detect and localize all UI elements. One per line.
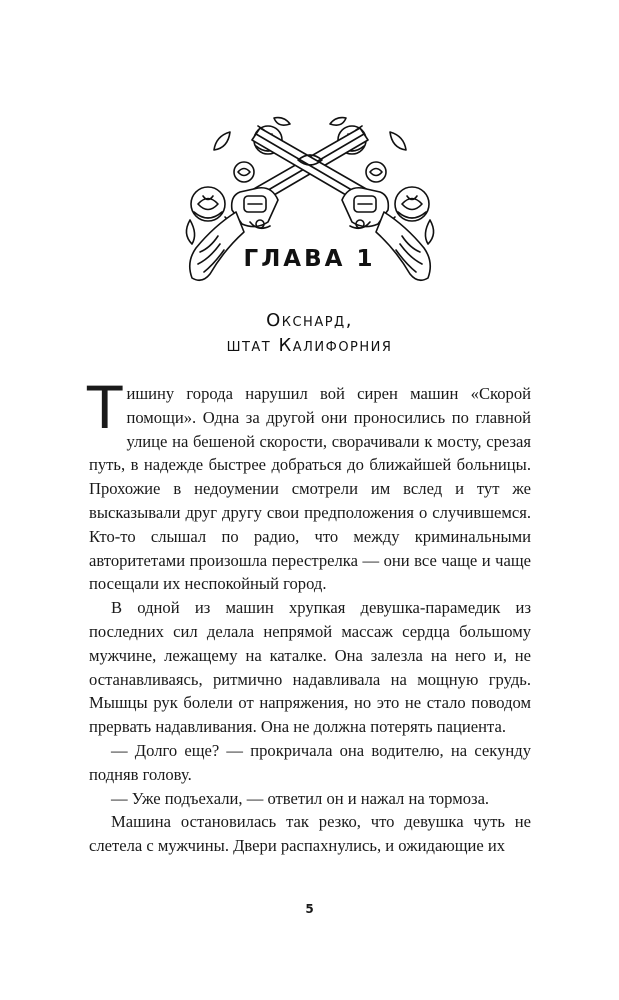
paragraph: Тишину города нарушил вой сирен машин «Скорой помощи». Одна за другой они проносились по главной улице на бешеной скорости, сворачивали к мосту, срезая путь, в надежде быстрее добраться до ближайшей больницы. Прохожие в недоумении смотрели им вслед и тут же высказывали друг другу свои предположения о случившемся. Кто-то слышал по радио, что между криминальными авторитетами произошла перестрелка — они все чаще и чаще посещали их неспокойный город. [87, 374, 531, 594]
page-number: 5 [305, 902, 314, 916]
chapter-title: ГЛАВА 1 [243, 246, 376, 272]
chapter-location [0, 308, 619, 358]
location-state: штат Калифорния [226, 335, 393, 356]
paragraph: — Уже подъехали, — ответил он и нажал на тормоза. [111, 788, 490, 808]
location-city: Окснард, [266, 310, 353, 331]
body-text [87, 374, 531, 858]
paragraph: В одной из машин хрупкая девушка-парамедик из последних сил делала непрямой массаж сердца большому мужчине, лежащему на каталке. Она залезла на него и, не останавливаясь, ритмично надавливала на мощную грудь. Мышцы рук болели от напряжения, но это не стало поводом прервать надавливания. Она не должна потерять пациента. [89, 598, 531, 737]
drop-cap: Т [87, 374, 123, 442]
paragraph: Машина остановилась так резко, что девушка чуть не слетела с мужчины. Двери распахнулись, и ожидающие их [89, 812, 531, 856]
paragraph: — Долго еще? — прокричала она водителю, на секунду подняв голову. [89, 740, 531, 784]
